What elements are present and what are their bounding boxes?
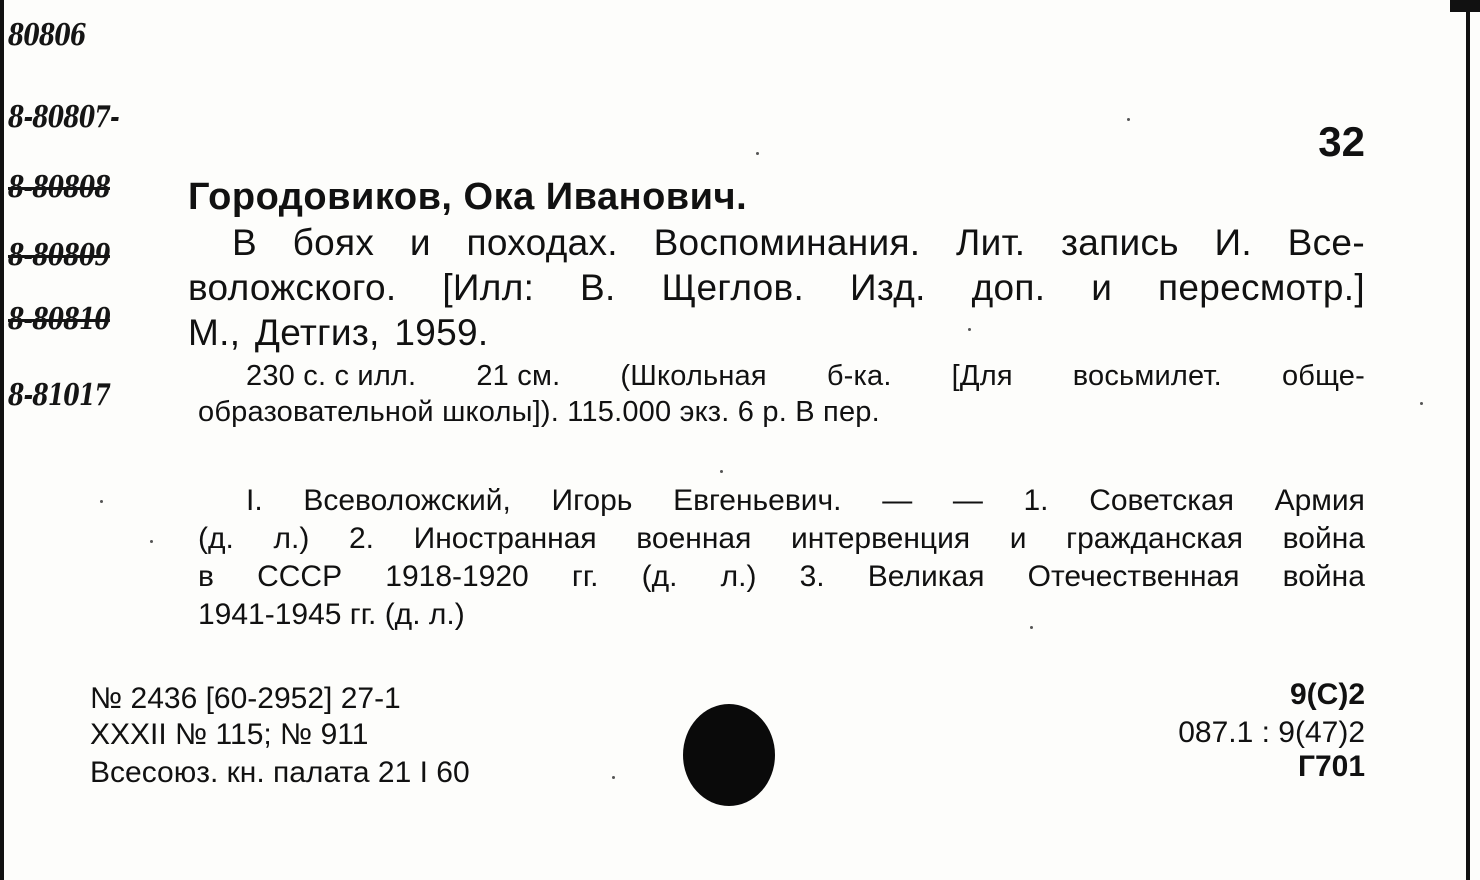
collation-line: [246, 360, 1365, 393]
word: Иностранная: [413, 522, 597, 555]
title-line: [188, 312, 488, 354]
word: Лит.: [956, 222, 1026, 263]
word: и: [1009, 522, 1027, 555]
word: [Илл:: [442, 267, 535, 308]
word: Великая: [867, 560, 985, 593]
word: и: [1091, 267, 1113, 308]
word: Советская: [1089, 484, 1234, 517]
word: в: [198, 560, 214, 593]
dust-speck: [1127, 118, 1130, 121]
dust-speck: [968, 328, 971, 331]
tracing-line: [198, 522, 1365, 556]
card-number: 32: [1318, 118, 1365, 165]
word: —: [952, 484, 983, 517]
handwritten-number: 80806: [8, 18, 86, 53]
word: война: [1282, 522, 1365, 555]
word: интервенция: [790, 522, 971, 555]
word: 1941-1945 гг. (д. л.): [198, 598, 465, 631]
word: и: [409, 222, 431, 263]
author-mark: Г701: [1297, 750, 1365, 783]
word: I.: [246, 484, 263, 517]
word: (д.: [641, 560, 678, 593]
word: 2.: [348, 522, 374, 555]
handwritten-number: 8-80807-: [8, 100, 119, 135]
footer-record-number: № 2436 [60-2952] 27-1: [90, 682, 401, 715]
tracing-line: [246, 484, 1365, 518]
title-line: [232, 222, 1365, 264]
word: б-ка.: [826, 360, 892, 392]
word: В.: [580, 267, 616, 308]
word: 1918-1920: [385, 560, 529, 593]
word: 21 см.: [476, 360, 561, 392]
word: Евгеньевич.: [673, 484, 842, 517]
word: запись: [1061, 222, 1179, 263]
handwritten-number-struck: 8-80810: [8, 302, 110, 337]
dust-speck: [1030, 626, 1033, 629]
handwritten-number: 8-81017: [8, 378, 110, 413]
word: обще-: [1281, 360, 1365, 392]
title-line: [188, 267, 1365, 309]
word: л.): [720, 560, 757, 593]
word: Детгиз,: [254, 312, 395, 353]
word: (Школьная: [620, 360, 767, 392]
word: И.: [1214, 222, 1252, 263]
card-corner-mark: [1450, 0, 1480, 12]
word: 230 с. с илл.: [246, 360, 417, 392]
word: Всеволожский,: [303, 484, 511, 517]
word: восьмилет.: [1072, 360, 1222, 392]
word: Игорь: [551, 484, 633, 517]
punch-hole: [683, 704, 775, 806]
tracing-line: [198, 560, 1365, 594]
handwritten-number-struck: 8-80808: [8, 170, 110, 205]
word: доп.: [971, 267, 1046, 308]
classification-code: 9(С)2: [1289, 678, 1365, 711]
footer-chamber: Всесоюз. кн. палата 21 I 60: [90, 756, 470, 789]
dust-speck: [756, 152, 759, 155]
word: гг.: [571, 560, 599, 593]
word: В: [232, 222, 257, 263]
word: воложского.: [188, 267, 397, 308]
word: образовательной школы]). 115.000 экз. 6 р. В пер.: [198, 396, 880, 428]
word: гражданская: [1066, 522, 1244, 555]
word: (д.: [198, 522, 234, 555]
dust-speck: [720, 470, 723, 473]
dust-speck: [1420, 402, 1423, 405]
word: —: [882, 484, 913, 517]
author-heading: Городовиков, Ока Иванович.: [188, 176, 748, 218]
collation-line: [198, 396, 880, 429]
word: боях: [292, 222, 375, 263]
word: 1.: [1023, 484, 1049, 517]
word: военная: [636, 522, 752, 555]
word: Все-: [1287, 222, 1365, 263]
udc-code: 087.1 : 9(47)2: [1178, 716, 1365, 749]
word: Щеглов.: [661, 267, 805, 308]
word: СССР: [257, 560, 343, 593]
word: М.,: [188, 312, 255, 353]
dust-speck: [612, 776, 615, 779]
handwritten-number-struck: 8-80809: [8, 238, 110, 273]
card-left-edge: [0, 0, 4, 880]
word: л.): [273, 522, 310, 555]
tracing-line: [198, 598, 465, 632]
word: походах.: [466, 222, 618, 263]
word: Армия: [1274, 484, 1365, 517]
word: пересмотр.]: [1158, 267, 1365, 308]
word: Отечественная: [1027, 560, 1240, 593]
word: Воспоминания.: [653, 222, 921, 263]
word: [Для: [951, 360, 1013, 392]
footer-catalog-ref: XXXII № 115; № 911: [90, 718, 369, 751]
word: война: [1282, 560, 1365, 593]
word: 3.: [799, 560, 825, 593]
dust-speck: [100, 500, 103, 503]
word: 1959.: [394, 312, 489, 353]
dust-speck: [150, 540, 153, 543]
card-right-edge: [1466, 0, 1470, 880]
word: Изд.: [849, 267, 926, 308]
